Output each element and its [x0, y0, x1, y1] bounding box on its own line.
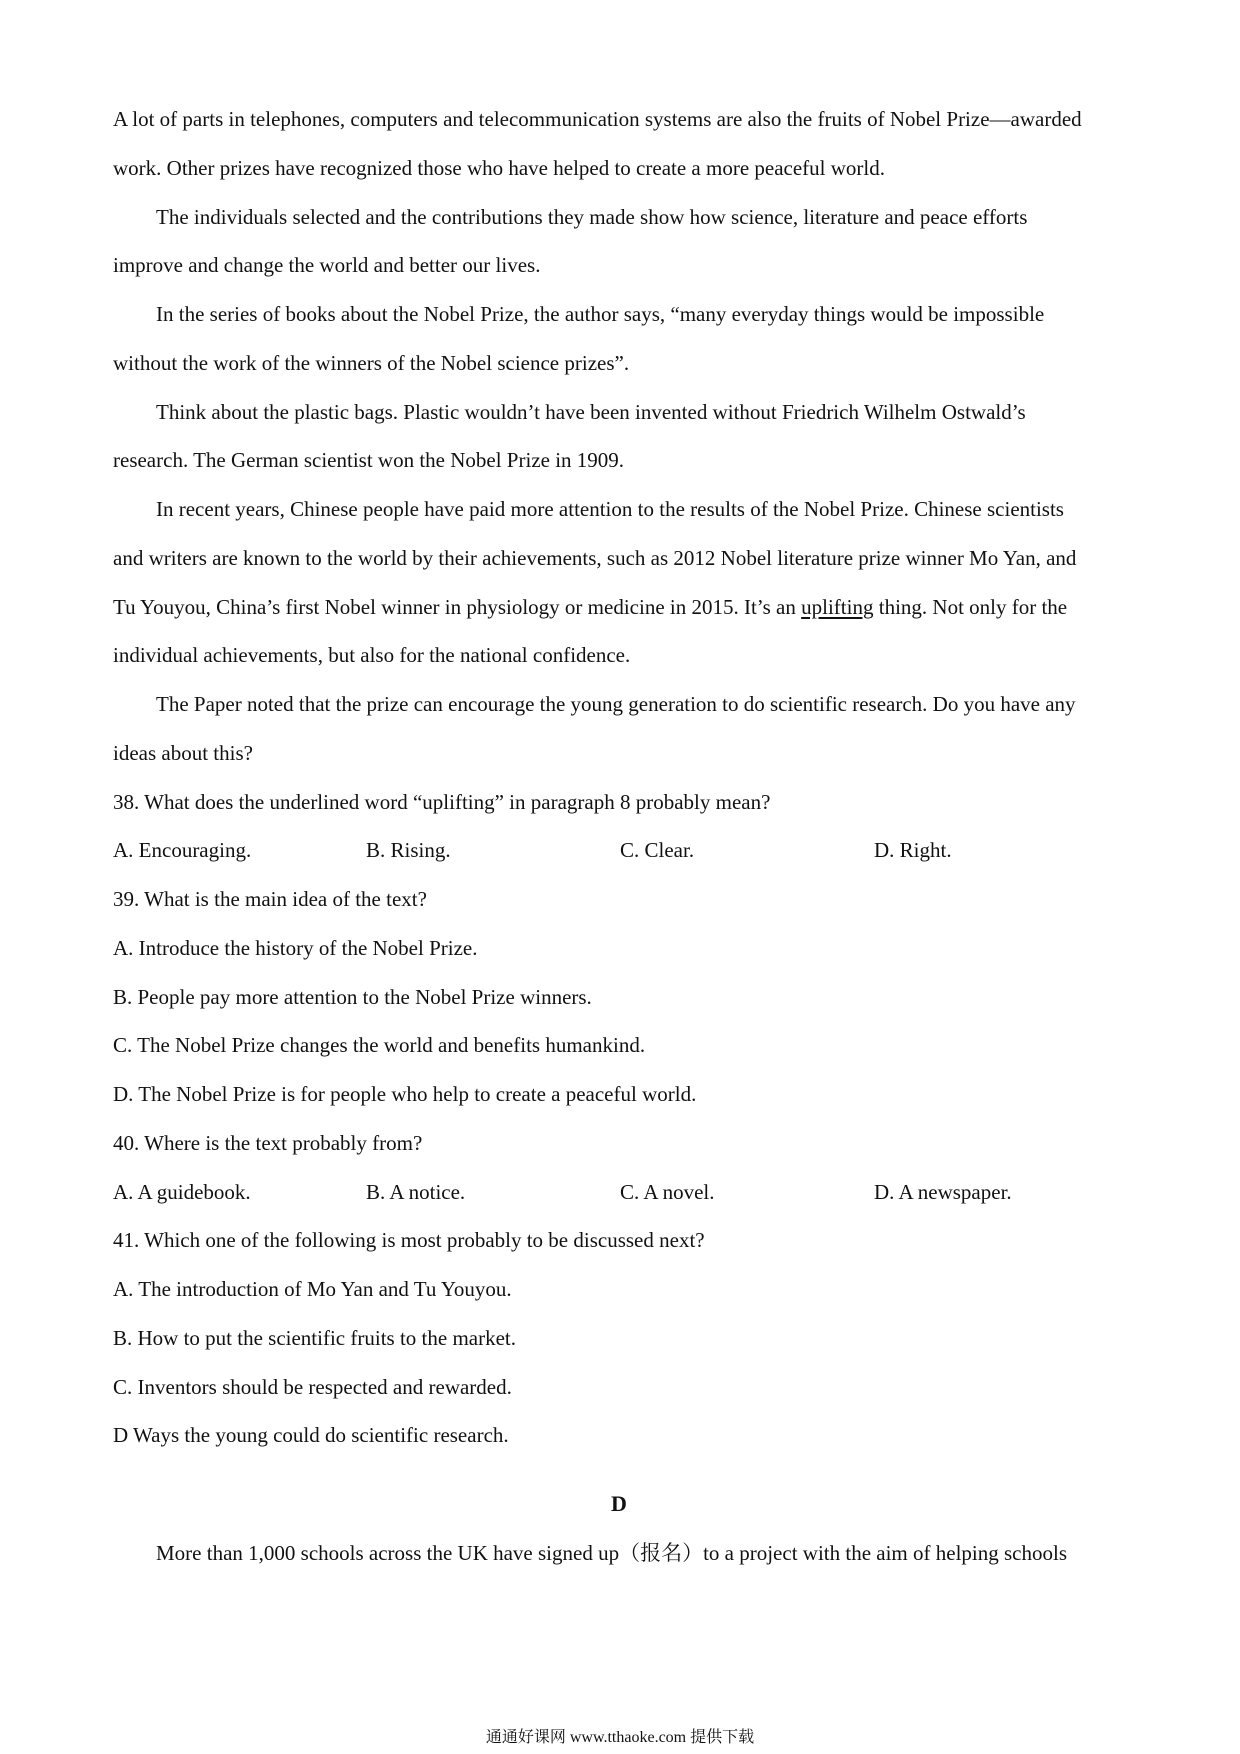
passage-line: In recent years, Chinese people have paid more attention to the results of the Nobel Prize. Chinese scientists: [156, 497, 1064, 521]
passage-line: and writers are known to the world by their achievements, such as 2012 Nobel literature prize winner Mo Yan, and: [113, 546, 1077, 570]
section-heading: D: [611, 1491, 627, 1516]
question-40-stem: 40. Where is the text probably from?: [113, 1131, 423, 1155]
passage-line: A lot of parts in telephones, computers and telecommunication systems are also the fruits of Nobel Prize—awarded: [113, 107, 1082, 131]
passage-line: Think about the plastic bags. Plastic wouldn’t have been invented without Friedrich Wilhelm Ostwald’s: [156, 400, 1026, 424]
question-40-option-c: C. A novel.: [620, 1180, 715, 1204]
passage-line: The individuals selected and the contributions they made show how science, literature and peace efforts: [156, 205, 1028, 229]
question-39-option-c: C. The Nobel Prize changes the world and benefits humankind.: [113, 1033, 646, 1057]
question-39-option-b: B. People pay more attention to the Nobel Prize winners.: [113, 985, 592, 1009]
passage-text: Tu Youyou, China’s first Nobel winner in physiology or medicine in 2015. It’s an: [113, 595, 802, 619]
passage-line: without the work of the winners of the Nobel science prizes”.: [113, 351, 630, 375]
question-39-option-d: D. The Nobel Prize is for people who help to create a peaceful world.: [113, 1082, 697, 1106]
passage-line: More than 1,000 schools across the UK have signed up（报名）to a project with the aim of helping schools: [156, 1541, 1067, 1565]
question-41-stem: 41. Which one of the following is most probably to be discussed next?: [113, 1228, 705, 1252]
question-39-option-a: A. Introduce the history of the Nobel Prize.: [113, 936, 478, 960]
question-41-option-a: A. The introduction of Mo Yan and Tu Youyou.: [113, 1277, 512, 1301]
question-38-stem: 38. What does the underlined word “uplifting” in paragraph 8 probably mean?: [113, 790, 771, 814]
passage-line: [113, 594, 1067, 620]
question-40-option-b: B. A notice.: [366, 1180, 466, 1204]
question-41-option-b: B. How to put the scientific fruits to the market.: [113, 1326, 516, 1350]
page-footer: 通通好课网 www.tthaoke.com 提供下载: [485, 1729, 755, 1746]
question-41-option-c: C. Inventors should be respected and rewarded.: [113, 1375, 512, 1399]
question-38-option-a: A. Encouraging.: [113, 838, 252, 862]
passage-line: In the series of books about the Nobel Prize, the author says, “many everyday things would be impossible: [156, 302, 1045, 326]
question-40-option-d: D. A newspaper.: [874, 1180, 1012, 1204]
question-40-option-a: A. A guidebook.: [113, 1180, 251, 1204]
question-38-option-d: D. Right.: [874, 838, 952, 862]
passage-line: research. The German scientist won the Nobel Prize in 1909.: [113, 448, 625, 472]
question-38-option-c: C. Clear.: [620, 838, 695, 862]
passage-line: ideas about this?: [113, 741, 253, 765]
passage-text: thing. Not only for the: [873, 595, 1068, 619]
question-38-option-b: B. Rising.: [366, 838, 451, 862]
passage-line: work. Other prizes have recognized those who have helped to create a more peaceful world.: [113, 156, 885, 180]
passage-line: The Paper noted that the prize can encourage the young generation to do scientific research. Do you have any: [156, 692, 1076, 716]
question-41-option-d: D Ways the young could do scientific research.: [113, 1423, 509, 1447]
passage-line: improve and change the world and better our lives.: [113, 253, 541, 277]
underlined-word: uplifting: [801, 595, 874, 619]
passage-line: individual achievements, but also for the national confidence.: [113, 643, 631, 667]
question-39-stem: 39. What is the main idea of the text?: [113, 887, 427, 911]
